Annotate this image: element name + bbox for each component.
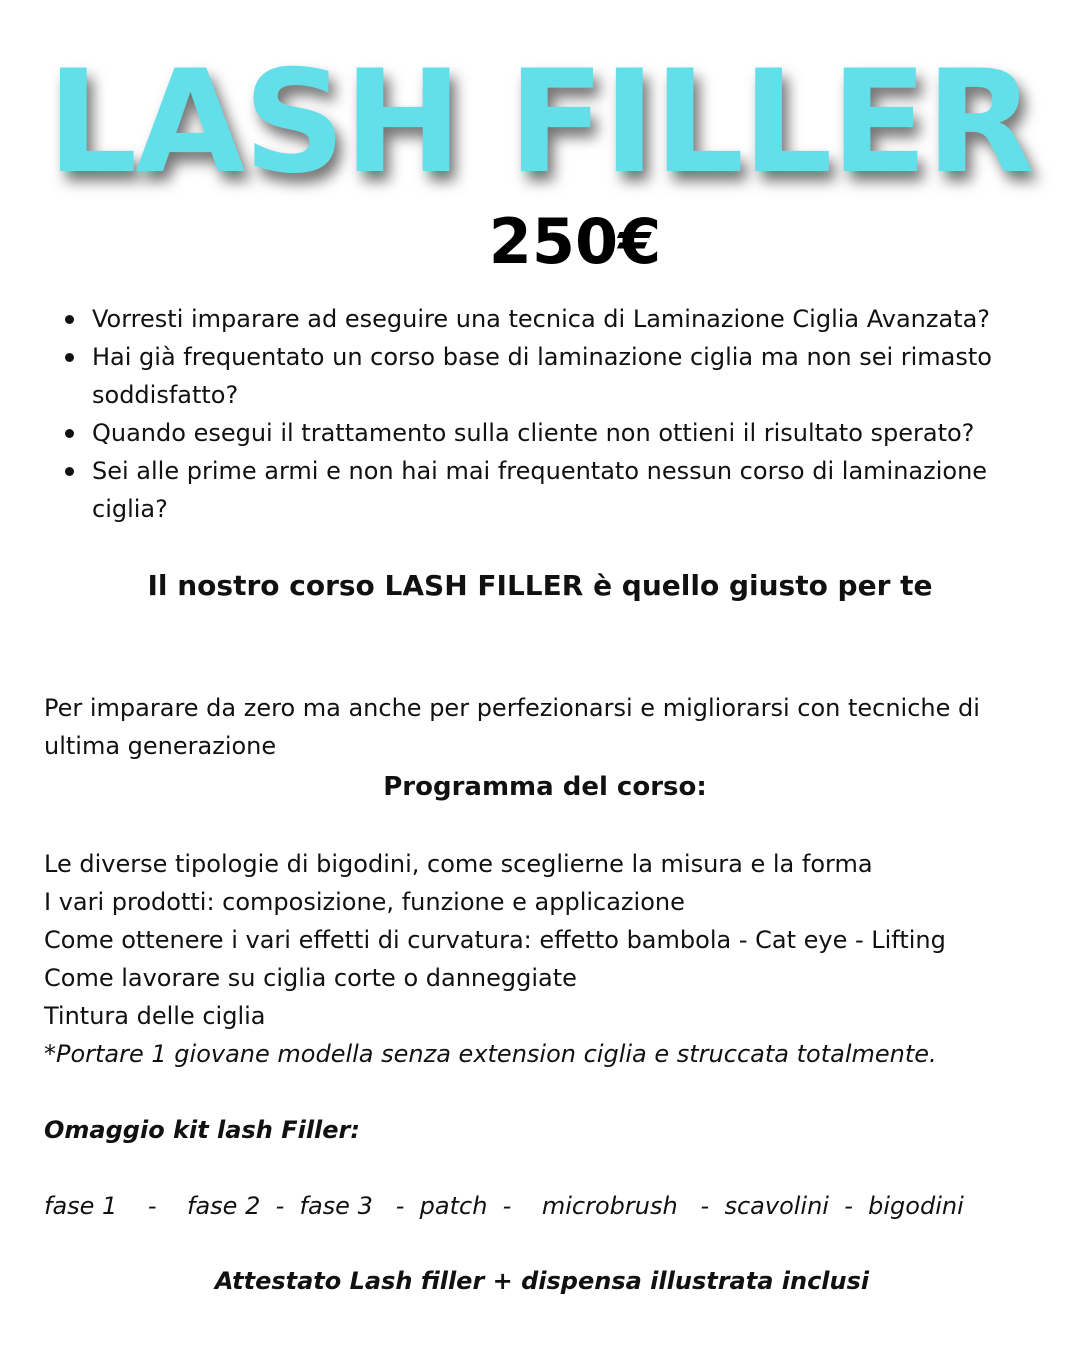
bullet-dot-icon (65, 467, 74, 476)
note-asterisk: * (44, 1040, 56, 1068)
program-list (44, 845, 1064, 1035)
program-item: I vari prodotti: composizione, funzione e applicazione (44, 888, 685, 916)
question-item (60, 452, 1070, 528)
question-text: Quando esegui il trattamento sulla cliente non ottieni il risultato sperato? (92, 419, 975, 447)
model-note (44, 1035, 1064, 1073)
question-item (60, 414, 1070, 452)
program-item: Tintura delle ciglia (44, 1002, 266, 1030)
headline-title: LASH FILLER (46, 40, 1034, 205)
bullet-dot-icon (65, 353, 74, 362)
program-item: Come ottenere i vari effetti di curvatura: effetto bambola - Cat eye - Lifting (44, 926, 946, 954)
note-text: Portare 1 giovane modella senza extension ciglia e struccata totalmente. (56, 1040, 937, 1068)
question-item (60, 338, 1070, 414)
program-title: Programma del corso: (383, 772, 707, 802)
bullet-dot-icon (65, 315, 74, 324)
course-price: 250€ (488, 205, 662, 278)
question-text: Vorresti imparare ad eseguire una tecnica di Laminazione Ciglia Avanzata? (92, 305, 991, 333)
intro-paragraph: Per imparare da zero ma anche per perfezionarsi e migliorarsi con tecniche di ultima generazione (44, 694, 980, 760)
questions-list (60, 300, 1070, 528)
bullet-dot-icon (65, 429, 74, 438)
gift-kit-title: Omaggio kit lash Filler: (44, 1116, 360, 1144)
program-item: Le diverse tipologie di bigodini, come sceglierne la misura e la forma (44, 850, 873, 878)
gift-kit-items: fase 1 - fase 2 - fase 3 - patch - microbrush - scavolini - bigodini (44, 1192, 964, 1220)
question-item (60, 300, 1070, 338)
question-text: Hai già frequentato un corso base di laminazione ciglia ma non sei rimasto soddisfatto? (92, 343, 992, 409)
question-text: Sei alle prime armi e non hai mai frequentato nessun corso di laminazione ciglia? (92, 457, 988, 523)
course-tagline: Il nostro corso LASH FILLER è quello giusto per te (147, 569, 933, 602)
certificate-line: Attestato Lash filler + dispensa illustrata inclusi (214, 1267, 870, 1295)
program-item: Come lavorare su ciglia corte o danneggiate (44, 964, 577, 992)
